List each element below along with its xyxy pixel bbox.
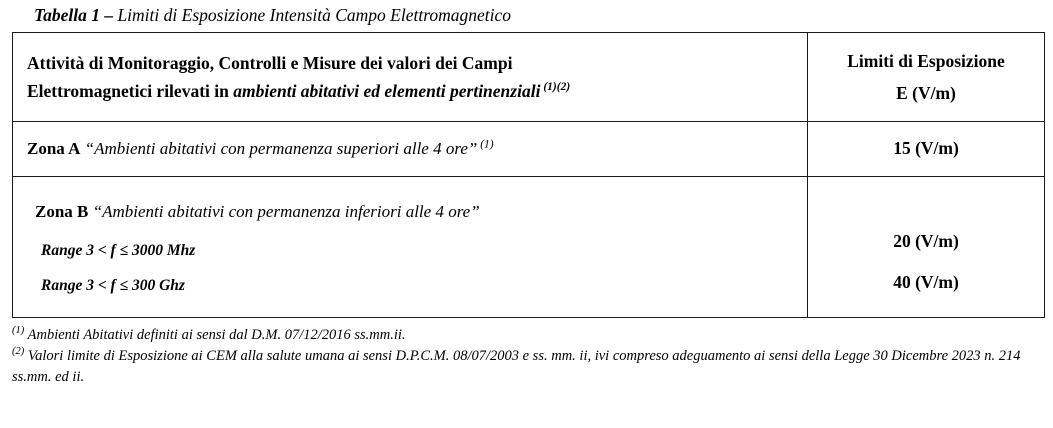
caption-label: Tabella 1 – [34, 5, 114, 25]
zone-b-value-2: 40 (V/m) [893, 271, 959, 292]
header-limit-line2: E (V/m) [896, 83, 956, 103]
table-header-row [13, 33, 1045, 122]
zone-b-range-2: Range 3 < f ≤ 300 Ghz [41, 276, 185, 294]
zone-b-value-cell [808, 177, 1045, 318]
footnote-2-marker: (2) [12, 346, 25, 358]
table-caption [10, 0, 1043, 32]
exposure-limits-table [12, 32, 1045, 318]
zone-b-value-1: 20 (V/m) [893, 230, 959, 251]
header-limit-line1: Limiti di Esposizione [847, 50, 1005, 71]
header-description-footnote-ref: (1)(2) [540, 81, 571, 94]
footnote-1-text: Ambienti Abitativi definiti ai sensi dal D.M. 07/12/2016 ss.mm.ii. [24, 326, 406, 343]
header-description-line2 [27, 77, 795, 105]
zone-b-heading [35, 199, 795, 225]
header-description-cell [13, 33, 808, 122]
table-row [13, 177, 1045, 318]
zone-a-description-cell [13, 122, 808, 177]
table-row [13, 122, 1045, 177]
zone-a-text: “Ambienti abitativi con permanenza superiori alle 4 ore” [84, 139, 478, 159]
footnote-2 [12, 345, 1047, 387]
zone-a-value-cell [808, 122, 1045, 177]
caption-text: Limiti di Esposizione Intensità Campo Elettromagnetico [113, 5, 512, 25]
footnote-1-marker: (1) [12, 325, 25, 336]
zone-a-label: Zona A [27, 139, 81, 159]
zone-b-range-1: Range 3 < f ≤ 3000 Mhz [41, 241, 196, 259]
footnote-2-text: Valori limite di Esposizione ai CEM alla salute umana ai sensi D.P.C.M. 08/07/2003 e ss. mm. ii, ivi compreso adeguamento ai sensi della Legge 30 Dicembre 2023 n. 214 ss.mm. ed ii. [12, 348, 1021, 385]
zone-b-description-cell [13, 177, 808, 318]
header-limit-cell [808, 33, 1045, 122]
header-description-line1: Attività di Monitoraggio, Controlli e Misure dei valori dei Campi [27, 52, 513, 73]
footnotes [12, 324, 1047, 387]
header-description-emphasis: ambienti abitativi ed elementi pertinenziali [233, 81, 541, 101]
zone-a-footnote-ref: (1) [477, 138, 494, 151]
footnote-1 [12, 324, 1047, 345]
header-description-line2-text: Elettromagnetici rilevati in [27, 81, 234, 101]
zone-a-value: 15 (V/m) [893, 138, 959, 159]
zone-b-text: “Ambienti abitativi con permanenza inferiori alle 4 ore” [92, 202, 480, 222]
zone-b-label: Zona B [35, 202, 89, 222]
